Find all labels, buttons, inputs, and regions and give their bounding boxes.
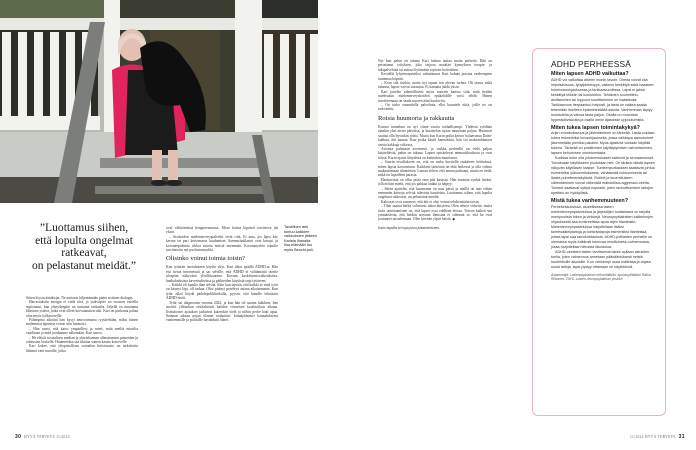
article-column-2	[166, 226, 278, 412]
paragraph: – Suurin oivallukseni on, että on turha kuvitella etukäteen tietävänsä, miten lapsia kasvatetaan. Kaikkein tärkeintä on elää hetkessä ja olla valmis mukautumaan tilanteisiin. Luotan siihen, että annan parhaani, mutta en tiedä, mikä on lapselleni parasta.	[378, 160, 492, 178]
paragraph: – On turha suunnitella palveluita, ellei kuuntele niitä, joille ne on tarkoitettu.	[378, 103, 492, 112]
paragraph: Tytär sai diagnoosin vuonna 2022, ja kun hän oli saanut lääkkeet, hän suoritti yläluokan rästitehtävät kahden viimeisen kouluviikon aikana. Itsetuhoiset ajatukset jatkuivat kuitenkin vielä ja niihin perhe haki apua. Samaan aikaan pojan tilanne rauhoittui: kiinnijäämiset kannabiksesta vanhemmille ja poliisille havahdutti hänet.	[166, 300, 278, 323]
issue-number: 11/2024	[56, 435, 70, 439]
paragraph: – Olen saanut heiltä valtavasti tukea äitiyteen. Olen tehnyt virheitä, mutta isoin onnistumiseni on, että lapset ovat edelleen elossa. Toivon kaiken sen ymmärtävän, että heidän arvoaan ihmisinä ei vähennä se, että he ovat joutuneet taistelemaan. Olen hirveän ylpeä heistä. ◆	[378, 204, 492, 222]
paragraph: Kodissa tulee olla johdonmukaiset säännöt ja seuraamukset. Tuhoavaan käytökseen puututaan heti. On tärkeä nähdä lapsen näkyvän käytöksen taakse. Tunteenpurkaukset saattavat johtua esimerkiksi ylikuormituksesta, vähäisestä nukkumisesta tai liiasta puhelimenkäytöstä. Rutiinit ja kuormituksen vähentäminen voivat vähentää mahdollisia aggressio-oireita. Tunteet saattavat syttyä nopeasti, joten rauhoittumisen taitojen opettelu on hyödyllistä.	[551, 156, 655, 195]
paragraph: Sitten löysin äänikirjat. Ne auttavat hiljentämään pääni sisäisen dialogin.	[26, 296, 134, 300]
box-subheading: Miten lapsen ADHD vaikuttaa?	[551, 71, 629, 77]
paragraph: – Sitten ajattelin, että huomenna on uusi päivä ja meillä on taas vähän enemmän keinoja selvitä tulevista haasteista. Luottamus siihen, että lopulta ongelmat ratkeavat, on pelastanut meidät.	[378, 186, 492, 200]
paragraph: Harrastuksiin energia ei vielä riitä, ja ystäväpiiri on vuosien varrella supistunut, kun yhteydenpito on tuntunut raskaalta. Jäljellä on muutama läheinen ystävä, jotka ovat olleet korvaamaton tuki. Kari on purkanut pahaa oloa myös työkavereille.	[26, 300, 138, 318]
paragraph: Kun tyttären itsetuhoinen käytös yltyi, Kari alkoi epäillä ADHD:ta. Hän etsi tietoa internetistä ja sai selville, että ADHD ei välttämättä oireile ulospäin näkyvänä ylivilkkautena. Kuvaus keskittymisvaikeuksista, hankaluuksista kaverisuhteissa ja päihteiden käytöstä sopi tyttäreen.	[166, 265, 278, 283]
right-page	[348, 0, 696, 450]
paragraph: Keväällä lyhytterapeutiksi valmistunut Kari haluaa poistaa vanhempien tuntemaa häpeää.	[378, 72, 492, 81]
box-subheading: Miten tukea lapsen toimintakykyä?	[551, 124, 640, 131]
quote-line: että lopulta ongelmat	[35, 233, 133, 247]
paragraph: Kari kokee, että yliopistollisen sairaalan kriisiosasto on tarkoitettu lähinnä vain nuorille, jotka	[26, 344, 138, 353]
quote-line: ”Luottamus siihen,	[39, 221, 129, 234]
paragraph: – Avohoidon mielenterveyspalvelut eivät riitä. Ei auta, jos lapsi käy kerran tai pari kertomassa kuulumiset. Itsemurhatilastot ovat karuja, ja koronaepidemia rikkoi nuoria entistä enemmän. Koronanyrkin iskuille tarvittaisiin nyt puolustusnyrkki.	[166, 234, 278, 253]
paragraph: – Koin sitä itsekin, mutta nyt tajuan sen olevan turhaa. Oli tausta mikä tahansa, lapset voivat sairastua. Ei kannata jäädä yksin.	[378, 81, 492, 90]
magazine-name: HYVÄ TERVEYS	[24, 435, 55, 439]
paragraph: Arjen ennakoitavuus ja jäsentäminen on tärkeää. Lasta voidaan tukea esimerkiksi kuvaohjauksella, jossa vaikkapa aamutoimet jäsennetään pieniksi paloiksi. Myös ajastinta voidaan käyttää tukena. Tärkeää on positiivinen käyttäytymisen vahvistaminen, lapsen kehuminen onnistumisista.	[551, 131, 655, 155]
magazine-name: HYVÄ TERVEYS	[644, 435, 676, 439]
photo-woman-with-dog-on-porch	[0, 0, 318, 203]
permission-note: Karin lapsilta on lupa jutun julkaisemiseen.	[378, 225, 441, 230]
adhd-info-box	[532, 48, 666, 416]
page-number: 31	[678, 434, 685, 440]
paragraph: Haastavinta on ollut pitää oma pää kasassa. Hän muistaa synkät hetket, jolloin hän mietti, että jos pakkaa laukut ja häipyy.	[378, 177, 492, 187]
page-number: 30	[15, 434, 22, 440]
section-heading: Roisia huumoria ja rakkautta	[378, 114, 455, 122]
paragraph: – He elävät sosiaalisen median ja yhteiskunnan aiheuttamien paineiden ja odotusten keskellä. Huumeetkin saa tilattua somen kautta kotiovelle.	[26, 335, 138, 345]
page-footer-right	[630, 434, 688, 440]
expert-source: Asiantuntija: Lastenpsykiatrian erikoislääkäri, apulaisylilääkäri Riikka Riihonen, TAYS, Lasten neuropsykiatrian yksikkö	[551, 272, 651, 281]
quote-line: ratkeavat,	[61, 246, 107, 260]
photo-caption: Tavallinen arki tuntuu kaikkien vaikeuksien jälkeen Karista ihanalta. Iloa elämään tuo myös Benchi-puli.	[284, 225, 317, 252]
article-column-3	[378, 59, 492, 389]
paragraph: – Kaikki oli lopulta ihan selvää. Itkin kun tajusin, että kaikki se mitä tytär on käynyt läpi, oli turhaa. Olisi pitänyt perehtyä asiaan aikaisemmin. Kun tytär alkoi käydä päihdepoliklinikalla, pyysin, että hänelle tehtäisiin ADHD-testit.	[166, 283, 278, 301]
paragraph: Kotona tunnelma on nyt viime vuotta rauhallisempi. Yhdessä syödään ainakin yksi ateria päivässä, ja kinastelun sijaan nauretaan paljon. Huumori saattaa olla hyvinkin roisia. Mutta kun Karin poika kertoo haluavansa Daim-kakkua, äiti nauraa. Kun poika käytti kannabista, hän söi makeanhimoon useita kakkuja viikossa.	[378, 124, 492, 147]
paragraph: Pahimpina aikoina hän kysyi neuvotomana ryytäreltään, miksi hänen molemmat lapsensa voivat niin huonosti.	[26, 318, 138, 327]
paragraph: Perhekeskuksissa, alueellisissa lasten mielenterveyspalveluissa ja järjestöjen tuottamana on tarjolla monipuolista tukea ja vinkkejä. Neuropsykiatristen tukikeinojen ohjauksesta saa konkreettista apua arjen tilanteisiin. Mielenterveyspalveluissa harjoitellaan lisäksi tunnesäätelytaitoja ja toimintatapoja esimerkiksi tilanteissa, joissa lapsi saa raivokohtauksia. ADHD-potilaiden perheille on olemassa myös tutkitusti toimivaa mindfulness-valmennusta, jossa harjoitellaan tietoista läsnäoloa.	[551, 204, 654, 249]
box-title: ADHD PERHEESSÄ	[551, 59, 632, 69]
paragraph: Nyt kun pahin on takana Kari haluaa auttaa muita perheitä. Hän on perustanut yrityksen, joka tarjoaa matalan kynnyksen terapia- ja tukipalveluita tai auttaa löytämään sopivan hoitotahon.	[378, 59, 492, 72]
section-heading: Olisinko voinut toimia toisin?	[166, 255, 245, 263]
paragraph: ADHD voi vaikuttaa arkeen monin tavoin. Oireita voivat olla impulsiivisuus, lyhytjänteisyys, vaikeus keskittyä sekä haasteet toiminnanohjauksessa ja tarkkaavuudessa. Lapsi ei jaksa keskittyä leikkiin tai koulutöihin. Tehtävien suunnittelu, aloittaminen tai loppuun suorittaminen on haastavaa. Tarkkaavuus herpaantuu helposti, ja lasta on vaikea saada tekemään itselleen epämielekkäitä asioita. Vanhemman täytyy muistutella ja valvoa lasta paljon. Osalla on motorista hyperaktiivisuutta ja osalla omiin ajatuksiin uppoutumista.	[551, 77, 654, 122]
pull-quote	[14, 222, 154, 272]
paragraph: ADHD-oireisten lasten tarvitsemat taidot opitaan aikuisten tuella, joten valmennus annetaan pääsääntöisesti heistä huolehtiville aikuisille. Kun vanhempi osaa mallintaa ja ohjata uusia taitoja, lapsi pystyy ottamaan ne käyttöönsä.	[551, 249, 651, 269]
box-subheading: Mistä tukea vanhemmuuteen?	[551, 198, 628, 204]
issue-number: 11/2024	[630, 435, 644, 439]
paragraph: Asioista puhutaan avoimesti, ja vaikka perheellä on vielä paljon käsiteltävää, pahin on takana. Lapset opiskelevat ammattikoulussa ja ovat töissä. Karin ajatus äitiydestä on kuitenkin muuttunut.	[378, 146, 492, 160]
paragraph: ovat välittömässä hengenvaarassa. Moni hoitoa kipeästi tarvitseva jää yksin.	[166, 226, 278, 235]
page-footer-left	[12, 434, 70, 440]
article-column-1	[26, 296, 138, 408]
paragraph: Kaksoset ovat sanoneet, että äiti ei olisi voinut tehdä mitään toisin.	[381, 199, 480, 204]
quote-line: on pelastanut meidät.”	[32, 258, 136, 272]
paragraph: Kari juttelee säännöllisesti myös nuorten kanssa siitä, mitä heidän mielestään mielenterveyshoidon epäkohdille voisi tehdä. Hänen tavoitteenaan on saada nuoren ääni kuuluviin.	[378, 89, 492, 103]
paragraph: – Hän sanoi, että katso ympärillesi ja mieti, mitä meiltä nuorilta vaaditaan ja mitä joudumme näkemään, Kari sanoo.	[26, 326, 138, 336]
